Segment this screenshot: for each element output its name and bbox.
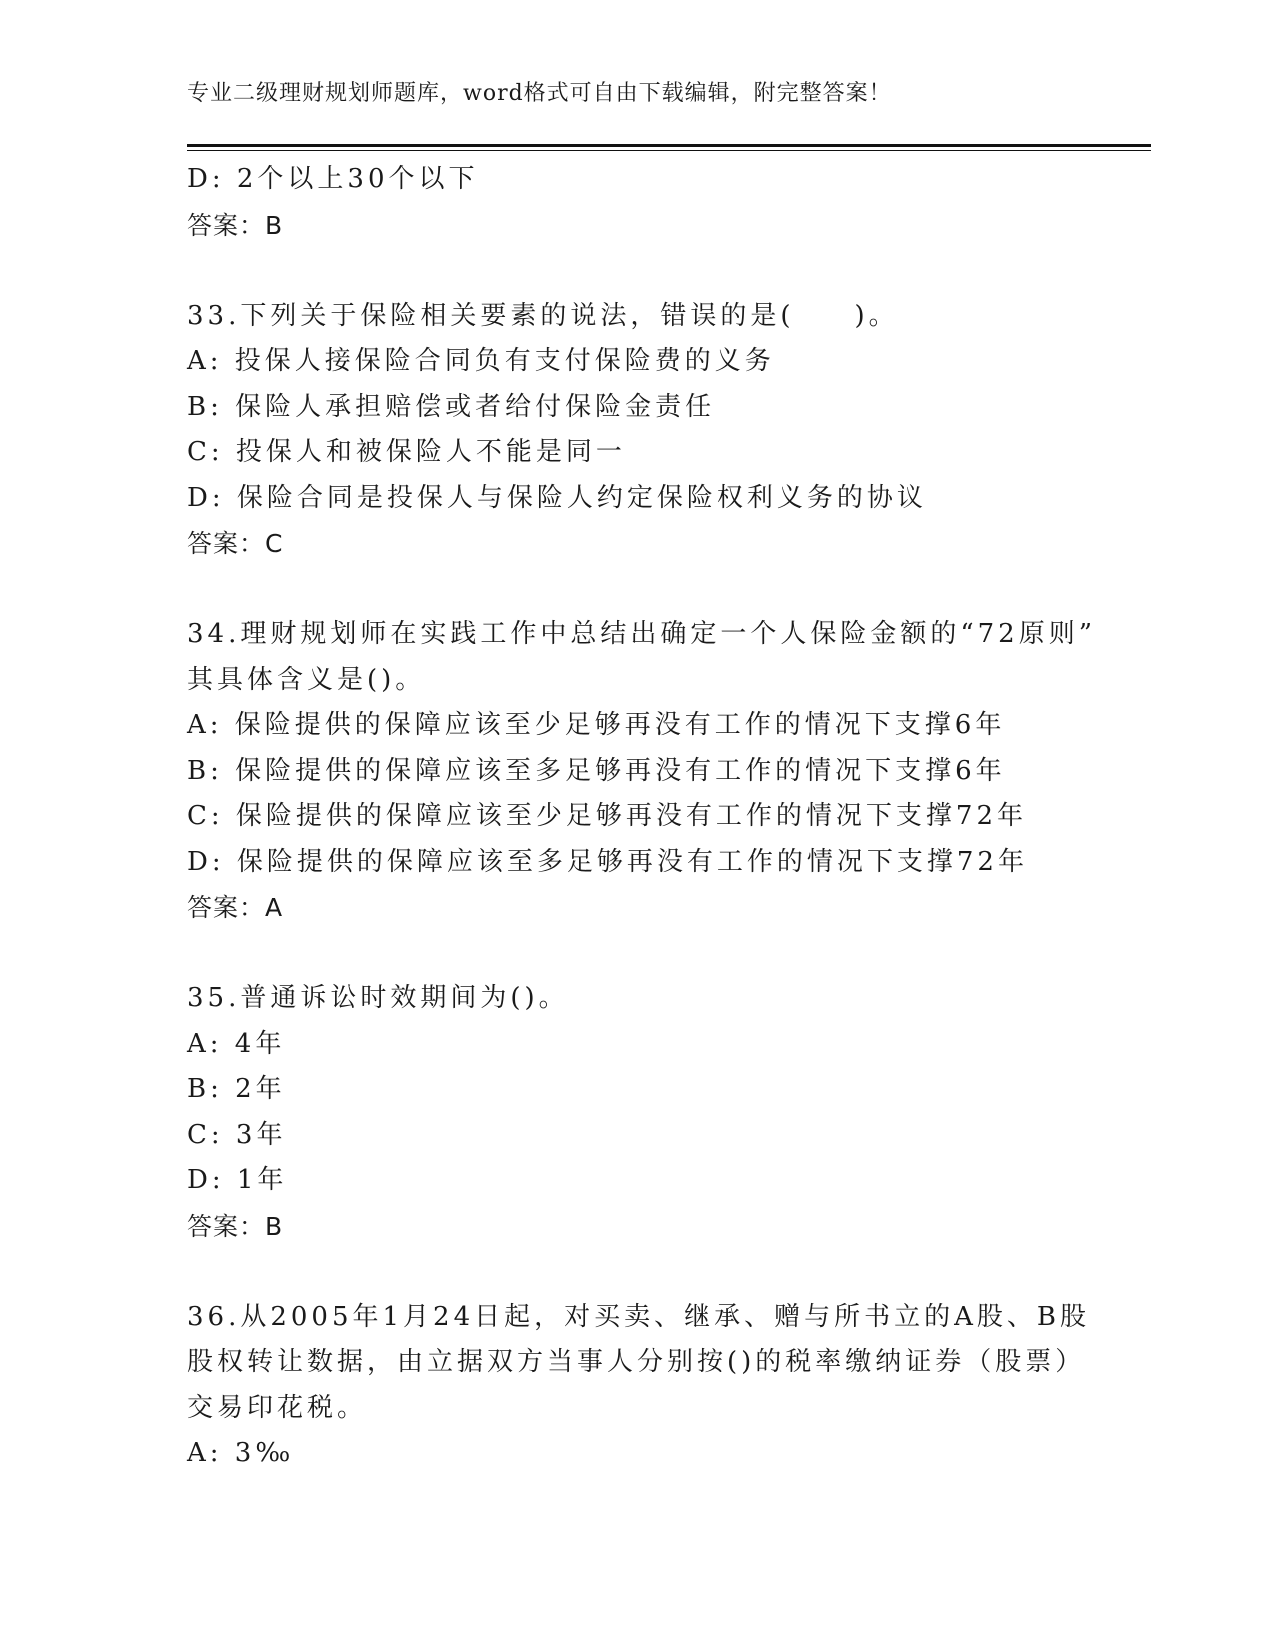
spacer [187,567,1087,613]
question-stem-line-2: 股权转让数据，由立据双方当事人分别按()的税率缴纳证券（股票） [187,1347,1086,1377]
question-stem: 33.下列关于保险相关要素的说法，错误的是( )。 [187,300,899,331]
option-d: D: 2个以上30个以下 [187,164,479,194]
option-c: C: 保险提供的保障应该至少足够再没有工作的情况下支撑72年 [187,801,1028,831]
option-a: A: 保险提供的保障应该至少足够再没有工作的情况下支撑6年 [187,710,1006,740]
option-b: B: 保险提供的保障应该至多足够再没有工作的情况下支撑6年 [187,755,1006,786]
spacer [187,248,1087,294]
spacer [187,1249,1087,1295]
option-a: A: 投保人接保险合同负有支付保险费的义务 [187,346,775,376]
question-stem: 35.普通诉讼时效期间为()。 [187,983,569,1013]
header-rule-thick [187,144,1151,147]
option-b: B: 2年 [187,1074,286,1104]
option-d: D: 保险合同是投保人与保险人约定保险权利义务的协议 [187,482,927,513]
page-header: 专业二级理财规划师题库，word格式可自由下载编辑，附完整答案！ [187,81,892,106]
spacer [187,931,1087,977]
question-stem-line-2: 其具体含义是()。 [187,664,426,695]
question-block-33 [187,294,1087,567]
header-rule-thin [187,150,1151,151]
answer-line: 答案：B [187,210,284,240]
option-d: D: 保险提供的保障应该至多足够再没有工作的情况下支撑72年 [187,846,1028,877]
option-b: B: 保险人承担赔偿或者给付保险金责任 [187,391,716,422]
question-stem-line-1: 34.理财规划师在实践工作中总结出确定一个人保险金额的“72原则” [187,619,1097,649]
question-block-36 [187,1295,1091,1477]
option-d: D: 1年 [187,1165,288,1195]
option-a: A: 3‰ [187,1438,295,1468]
option-c: C: 投保人和被保险人不能是同一 [187,437,626,467]
answer-line: 答案：C [187,529,284,558]
question-block-35 [187,976,1087,1249]
option-a: A: 4年 [187,1028,286,1059]
option-c: C: 3年 [187,1119,287,1150]
question-list [187,157,1097,1477]
answer-line: 答案：B [187,1211,284,1241]
answer-line: 答案：A [187,893,284,922]
question-stem-line-1: 36.从2005年1月24日起，对买卖、继承、赠与所书立的A股、B股 [187,1301,1091,1332]
question-stem-line-3: 交易印花税。 [187,1392,368,1423]
question-block-32 [187,157,1087,248]
question-block-34 [187,612,1097,931]
